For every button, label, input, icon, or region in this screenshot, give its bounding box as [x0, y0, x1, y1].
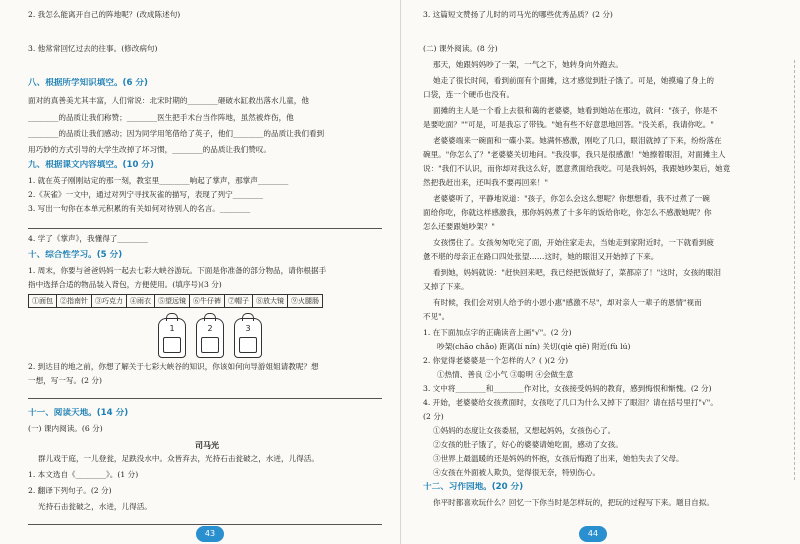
- r-q4-option: ④女孩在外面被人欺负，觉得很无奈，特别伤心。: [433, 468, 601, 477]
- r-q4-option: ①妈妈的态度让女孩委屈，又想起妈妈，女孩伤心了。: [433, 426, 616, 435]
- s9-line: 2.《灰雀》一文中，通过对列宁寻找灰雀的描写，表现了列宁________: [28, 190, 264, 199]
- item-option: ⑧放大镜: [253, 295, 288, 307]
- item-options-box: [28, 294, 323, 308]
- backpack-icon: 3: [234, 318, 262, 358]
- s8-line: 面对的真善美尤其丰富，人们常说：北宋时期的________砸破水缸救出落水儿童，他: [28, 96, 309, 105]
- s11-q1: 1. 本文选自《________》。(1 分): [28, 470, 139, 479]
- s9-line: 1. 就在英子刚刚站定的那一刻，教室里________响起了掌声，那掌声________: [28, 176, 289, 185]
- story-para: 看到她，妈妈就说："赶快回来吧，我已经把饭做好了，菜都凉了！"这时，女孩的眼泪: [433, 268, 721, 277]
- item-option: ⑦帽子: [225, 295, 253, 307]
- story-para: 是要吃面？""可是，可是我忘了带钱。"她有些不好意思地回答。"没关系，我请你吃。": [423, 120, 714, 129]
- item-option: ②指南针: [57, 295, 92, 307]
- s10-q1-line2: 指中选择合适的物品装入背包，方便使用。(填序号)(3 分): [28, 280, 222, 289]
- r-q4-line1: 4. 开始，老婆婆给女孩煮面时，女孩吃了几口为什么又掉下了眼泪？请在括号里打"√"。: [423, 398, 718, 407]
- r-q2-options: ①热情、善良 ②小气 ③聪明 ④会做生意: [437, 370, 574, 379]
- story-para: 口袋，连一个硬币也没有。: [423, 90, 515, 99]
- r-q4-option: ②女孩的肚子饿了，好心的婆婆请她吃面，感动了女孩。: [433, 440, 623, 449]
- s10-q2-line1: 2. 到达目的地之前，你想了解关于七彩大峡谷的知识，你该如何向导游姐姐请教呢？想: [28, 362, 319, 371]
- item-option: ⑤望远镜: [155, 295, 190, 307]
- story-title: 司马光: [195, 440, 219, 450]
- r-q2: 2. 你觉得老婆婆是一个怎样的人？( )(2 分): [423, 356, 569, 365]
- item-option: ③巧克力: [92, 295, 127, 307]
- section-9-title: 九、根据课文内容填空。(10 分): [28, 160, 154, 170]
- item-option: ⑨火腿肠: [291, 297, 319, 305]
- backpack-icon: 2: [196, 318, 224, 358]
- story-para: 面给你吃，你就这样感激我，那你妈妈煮了十多年的饭给你吃，你怎么不感激她呢？你: [423, 208, 712, 217]
- backpack-icon: 1: [158, 318, 186, 358]
- s10-q1-line1: 1. 周末，你要与爸爸妈妈一起去七彩大峡谷游玩。下面是你准备的部分物品，请你根据手: [28, 266, 327, 275]
- story-para: 有时候，我们会对别人给予的小恩小惠"感激不尽"，却对亲人一辈子的恩情"视而: [433, 298, 702, 307]
- story-para: 然把我赶出来，还叫我不要再回来！": [423, 178, 548, 187]
- r-sub2: (二) 课外阅读。(8 分): [423, 44, 498, 53]
- item-option: ④雨衣: [127, 295, 155, 307]
- answer-line: [28, 398, 382, 399]
- answer-line: [28, 228, 382, 229]
- page-number: 44: [579, 526, 607, 542]
- story-para: 女孩愣住了。女孩匆匆吃完了面，开始往家走去，当她走到家附近时，一下就看到疲: [433, 238, 714, 247]
- story-para: 老婆婆端来一碗面和一碟小菜。她满怀感激，刚吃了几口，眼泪就掉了下来，纷纷落在: [433, 136, 722, 145]
- s11-q2: 2. 翻译下列句子。(2 分): [28, 486, 112, 495]
- right-page: [400, 0, 800, 544]
- binding-edge: [794, 60, 800, 480]
- r-q3: 3. 这篇短文赞扬了儿时的司马光的哪些优秀品质？(2 分): [423, 10, 613, 19]
- story-para: 面摊的主人是一个看上去很和蔼的老婆婆，她看到她站在那边，就问："孩子，你是不: [433, 106, 718, 115]
- s8-line: 用巧妙的方式引导的大学生改掉了坏习惯，________的品质让我们赞叹。: [28, 145, 271, 154]
- r-q1: 1. 在下面加点字的正确读音上画"√"。(2 分): [423, 328, 572, 337]
- backpack-images: [158, 318, 262, 358]
- s9-line: 4. 学了《掌声》，我懂得了________: [28, 234, 148, 243]
- story-para: 那天，她跟妈妈吵了一架，一气之下，她转身向外跑去。: [433, 60, 623, 69]
- s11-q2-sentence: 光持石击瓮破之，水迸，儿得活。: [38, 502, 152, 511]
- story-para: 碗里。"你怎么了？"老婆婆关切地问。"我没事，我只是很感激！"她擦着眼泪，对面摊主人: [423, 150, 726, 159]
- item-option: ⑥牛仔裤: [190, 295, 225, 307]
- s9-line: 3. 写出一句你在本单元积累的有关如何对待别人的名言。________: [28, 204, 251, 213]
- story-para: 不见"。: [423, 312, 450, 321]
- page-number: 43: [196, 526, 224, 542]
- r-q4-line2: (2 分): [423, 412, 444, 421]
- s10-q2-line2: 一想，写一写。(2 分): [28, 376, 102, 385]
- story-para: 又掉了下来。: [423, 282, 469, 291]
- story-para: 说："我们不认识，而你却对我这么好，愿意煮面给我吃。可是我妈妈，我跟她吵架后，她竟: [423, 164, 731, 173]
- story-text: 群儿戏于庭，一儿登瓮，足跌没水中。众皆弃去，光持石击瓮破之，水迸，儿得活。: [38, 454, 319, 463]
- story-para: 怎么还要跟她吵架？": [423, 222, 495, 231]
- answer-line: [28, 524, 382, 525]
- r-q1-options: 吵架(chāo chǎo) 距离(lí nín) 关切(qiè qiē) 附近(fù lú): [437, 342, 631, 351]
- item-option: ①面包: [29, 295, 57, 307]
- r-q3-compare: 3. 文中将________和________作对比，女孩接受妈妈的教育，感到悔恨和惭愧。(2 分): [423, 384, 712, 393]
- section-11-title: 十一、阅读天地。(14 分): [28, 408, 129, 418]
- left-q3: 3. 他常常回忆过去的往事。(修改病句): [28, 44, 158, 53]
- section-8-title: 八、根据所学知识填空。(6 分): [28, 78, 148, 88]
- section-10-title: 十、综合性学习。(5 分): [28, 250, 123, 260]
- section-12-title: 十二、习作园地。(20 分): [423, 482, 524, 492]
- s8-line: ________的品质让我们称赞；________医生把手术台当作阵地，虽然被炸伤，他: [28, 113, 294, 122]
- s11-subtitle: (一) 课内阅读。(6 分): [28, 424, 103, 433]
- story-para: 她走了很长时间，看到前面有个面摊，这才感觉到肚子饿了。可是，她摸遍了身上的: [433, 76, 714, 85]
- story-para: 惫不堪的母亲正在路口四处张望……这时，她的眼泪又开始掉了下来。: [423, 252, 659, 261]
- r-q4-option: ③世界上最温暖的还是妈妈的怀抱，女孩后悔跑了出来，她怕失去了父母。: [433, 454, 684, 463]
- s12-prompt: 你平时都喜欢玩什么？回忆一下你当时是怎样玩的，把玩的过程写下来。题目自拟。: [433, 498, 714, 507]
- left-q2: 2. 我怎么能离开自己的阵地呢？(改成陈述句): [28, 10, 181, 19]
- story-para: 老婆婆听了，平静地说道："孩子，你怎么会这么想呢？你想想看，我不过煮了一碗: [433, 194, 710, 203]
- s8-line: ________的品质让我们感动；因为同学用笔借给了英子，他们________的品质让我们看到: [28, 129, 325, 138]
